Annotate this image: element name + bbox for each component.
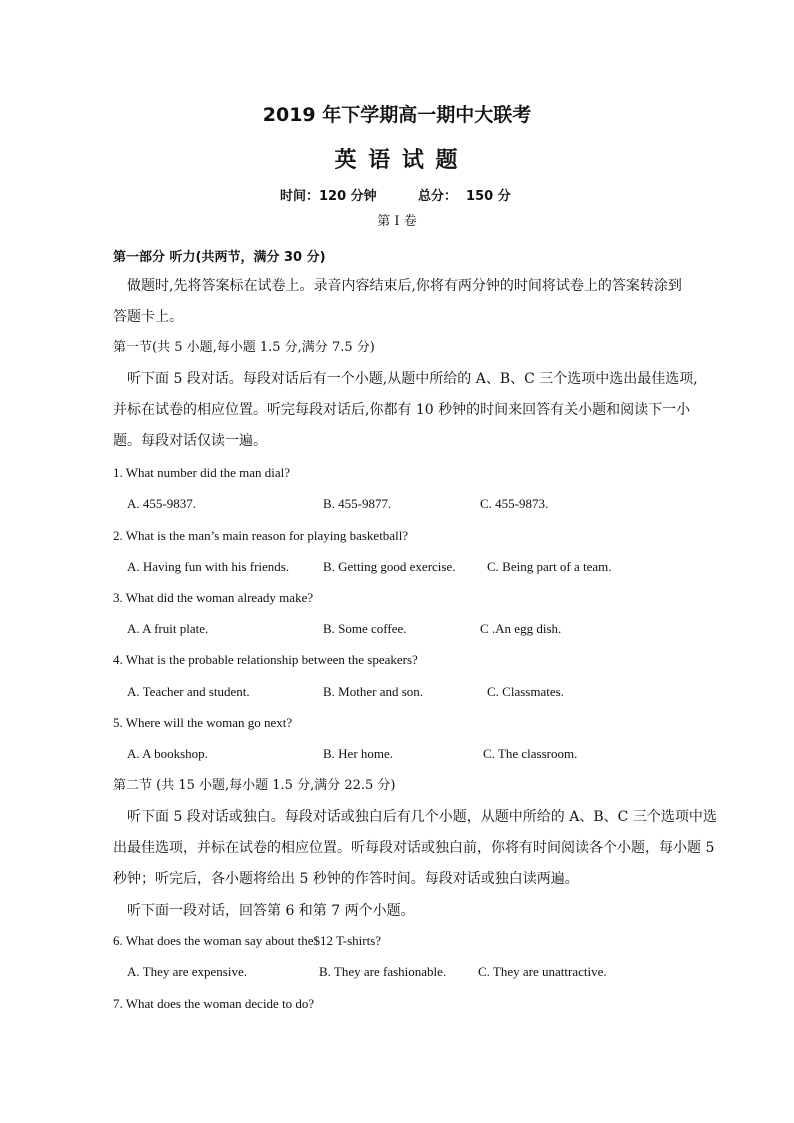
section1-instruction-line2: 并标在试卷的相应位置。听完每段对话后,你都有 10 秒钟的时间来回答有关小题和阅读下一小 [113,402,691,418]
option-c: C. Being part of a team. [487,559,612,574]
option-c: C. They are unattractive. [478,964,607,979]
question-text: 4. What is the probable relationship between the speakers? [113,652,418,667]
option-b: B. They are fashionable. [319,964,447,979]
time-label: 时间：120 分钟 [280,189,377,204]
question-text: 3. What did the woman already make? [113,590,314,605]
question-text: 6. What does the woman say about the$12 T-shirts? [113,933,382,948]
question-text: 2. What is the man’s main reason for playing basketball? [113,528,409,543]
section2-instruction-line1: 听下面 5 段对话或独白。每段对话或独白后有几个小题，从题中所给的 A、B、C 三个选项中选 [127,809,717,825]
section2-heading: 第二节 (共 15 小题,每小题 1.5 分,满分 22.5 分) [113,778,396,793]
option-a: A. They are expensive. [127,964,247,979]
dialogue-note: 听下面一段对话，回答第 6 和第 7 两个小题。 [127,903,415,919]
question-text: 5. Where will the woman go next? [113,715,293,730]
option-a: A. Having fun with his friends. [127,559,290,574]
section1-heading: 第一节(共 5 小题,每小题 1.5 分,满分 7.5 分) [113,340,375,355]
option-b: B. Getting good exercise. [323,559,456,574]
option-b: B. Some coffee. [323,621,407,636]
section2-instruction-line3: 秒钟；听完后，各小题将给出 5 秒钟的作答时间。每段对话或独白读两遍。 [113,871,579,887]
exam-title: 2019 年下学期高一期中大联考 [262,104,532,126]
option-a: A. Teacher and student. [127,684,250,699]
part1-intro-line1: 做题时,先将答案标在试卷上。录音内容结束后,你将有两分钟的时间将试卷上的答案转涂到 [127,278,682,294]
option-c: C. The classroom. [483,746,578,761]
option-c: C. 455-9873. [480,496,549,511]
option-c: C. Classmates. [487,684,564,699]
section2-instruction-line2: 出最佳选项，并标在试卷的相应位置。听每段对话或独白前，你将有时间阅读各个小题，每小题 5 [113,840,715,856]
section1-instruction-line3: 题。每段对话仅读一遍。 [113,433,267,449]
option-b: B. Her home. [323,746,394,761]
part1-heading: 第一部分 听力(共两节，满分 30 分) [113,250,326,265]
option-a: A. A bookshop. [127,746,208,761]
option-a: A. A fruit plate. [127,621,209,636]
option-a: A. 455-9837. [127,496,196,511]
part1-intro-line2: 答题卡上。 [113,309,183,325]
option-b: B. 455-9877. [323,496,392,511]
question-text: 7. What does the woman decide to do? [113,996,315,1011]
volume-label: 第 I 卷 [377,214,417,229]
section1-instruction-line1: 听下面 5 段对话。每段对话后有一个小题,从题中所给的 A、B、C 三个选项中选出最佳选项, [127,371,698,387]
score-label: 总分： 150 分 [418,189,511,204]
option-b: B. Mother and son. [323,684,424,699]
question-text: 1. What number did the man dial? [113,465,291,480]
option-c: C .An egg dish. [480,621,562,636]
subject-title: 英 语 试 题 [334,148,460,173]
